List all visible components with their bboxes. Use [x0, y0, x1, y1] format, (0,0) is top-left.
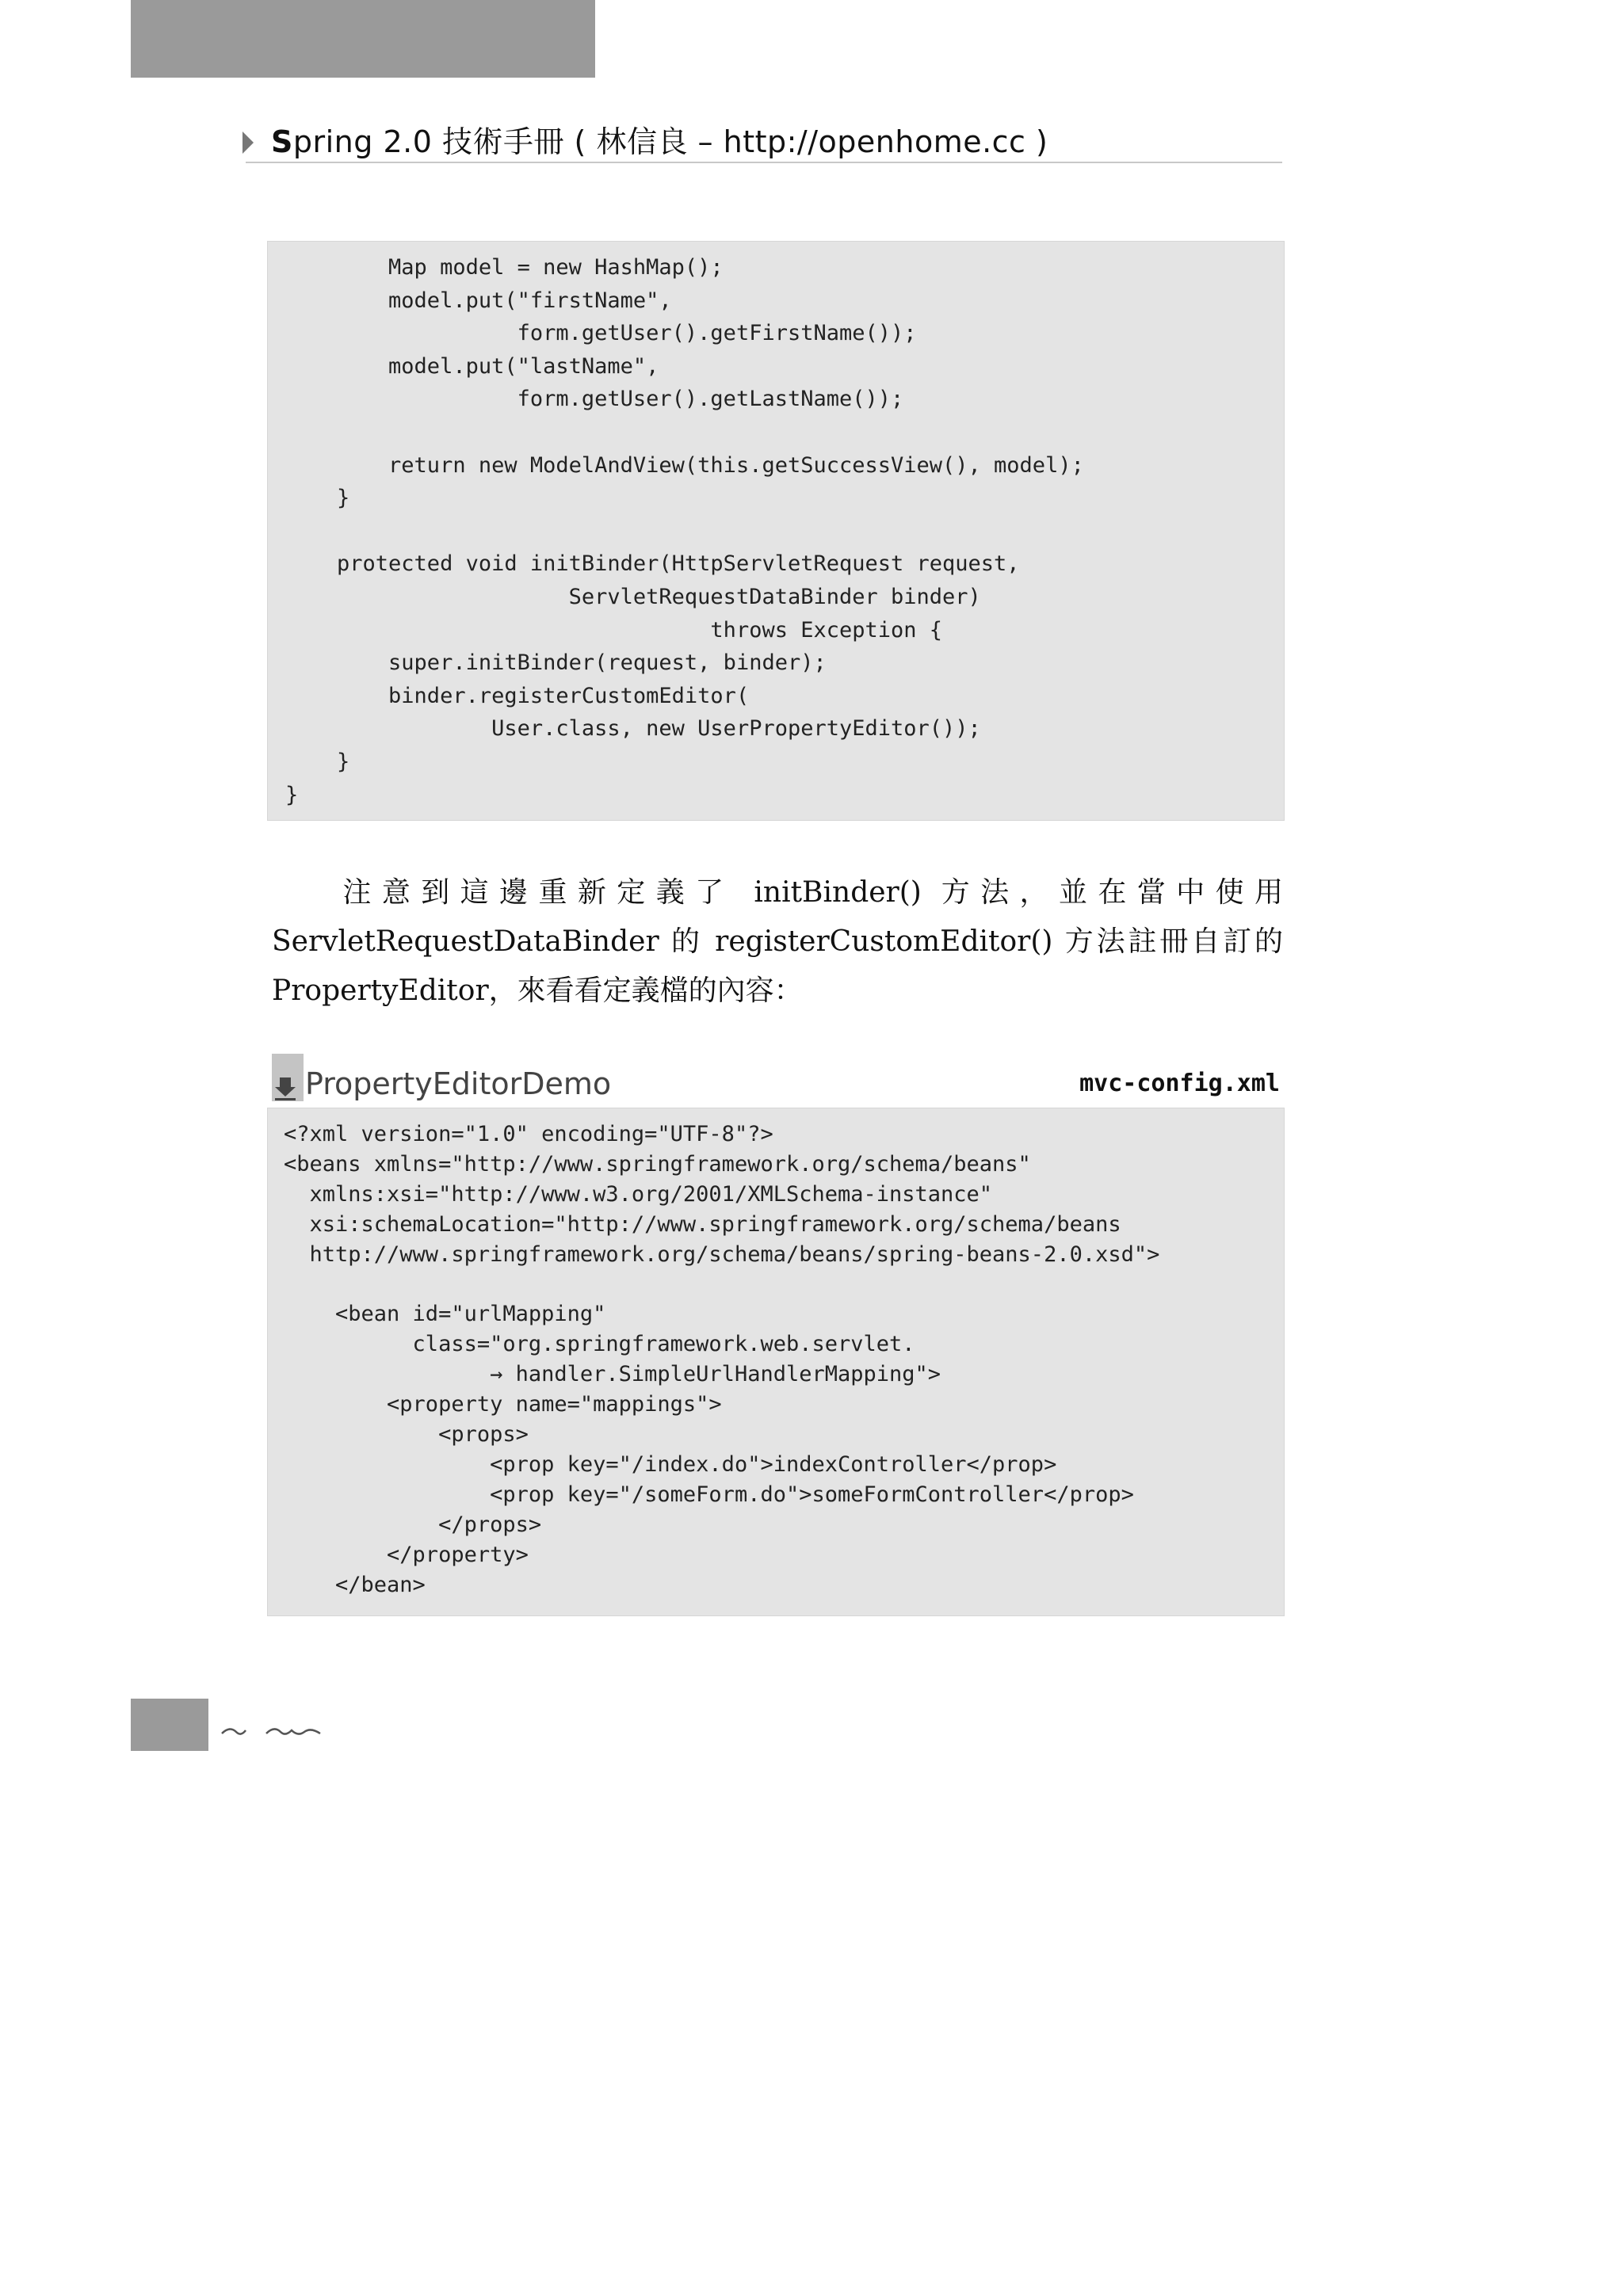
code-line: } — [285, 486, 350, 511]
code-line: http://www.springframework.org/schema/beans/spring-beans-2.0.xsd"> — [284, 1241, 1160, 1267]
top-page-tab — [131, 0, 595, 78]
code-line: binder.registerCustomEditor( — [285, 683, 750, 708]
code-line: <property name="mappings"> — [284, 1392, 722, 1417]
code-line: } — [285, 782, 299, 807]
paragraph-text: 注意到這邊重新定義了 initBinder() 方法，並在當中使用 ServletRequestDataBinder 的 registerCustomEditor() 方法註冊自訂的 PropertyEditor，來看看定義檔的內容： — [272, 876, 1283, 1007]
code-listing-xml — [284, 1119, 1159, 1600]
code-listing-java — [285, 251, 1084, 811]
code-line: </props> — [284, 1512, 542, 1537]
code-line: <?xml version="1.0" encoding="UTF-8"?> — [284, 1122, 773, 1146]
code-line: <beans xmlns="http://www.springframework.org/schema/beans" — [284, 1151, 1031, 1177]
code-line: super.initBinder(request, binder); — [285, 650, 827, 676]
code-line: xmlns:xsi="http://www.w3.org/2001/XMLSchema-instance" — [284, 1181, 993, 1207]
header-title — [271, 117, 1048, 161]
code-line: form.getUser().getLastName()); — [285, 387, 904, 412]
code-line: throws Exception { — [285, 617, 943, 643]
body-paragraph — [272, 868, 1283, 1016]
code-block-java — [267, 241, 1285, 821]
code-line: ServletRequestDataBinder binder) — [285, 584, 981, 609]
code-line: </property> — [284, 1542, 529, 1567]
project-name: PropertyEditorDemo — [305, 1066, 612, 1101]
listing-file-header — [267, 1047, 1283, 1110]
header-arrow-icon — [242, 132, 254, 154]
code-line: <props> — [284, 1422, 529, 1447]
page-number-tab — [131, 1699, 208, 1751]
code-line: model.put("lastName", — [285, 353, 659, 379]
code-line: </bean> — [284, 1572, 426, 1597]
code-line: <bean id="urlMapping" — [284, 1302, 606, 1327]
download-arrow-icon — [272, 1054, 304, 1101]
code-line: model.put("firstName", — [285, 288, 672, 313]
code-line: <prop key="/someForm.do">someFormController</prop> — [284, 1482, 1134, 1507]
code-line: class="org.springframework.web.servlet. — [284, 1332, 915, 1357]
file-name: mvc-config.xml — [1079, 1070, 1280, 1097]
code-line: protected void initBinder(HttpServletRequest request, — [285, 551, 1020, 577]
header-title-text: pring 2.0 技術手冊 ( 林信良 – http://openhome.cc ) — [292, 124, 1048, 159]
code-line: Map model = new HashMap(); — [285, 255, 724, 280]
running-header — [246, 117, 1282, 163]
code-line: User.class, new UserPropertyEditor()); — [285, 716, 981, 742]
code-line: <prop key="/index.do">indexController</prop> — [284, 1451, 1057, 1477]
code-line: return new ModelAndView(this.getSuccessView(), model); — [285, 452, 1084, 478]
code-line: → handler.SimpleUrlHandlerMapping"> — [284, 1362, 941, 1387]
code-line: form.getUser().getFirstName()); — [285, 321, 917, 346]
page-number-glyphs — [219, 1716, 330, 1748]
code-line: } — [285, 749, 350, 774]
header-initial: S — [271, 124, 293, 159]
code-block-xml — [267, 1108, 1285, 1616]
code-line: xsi:schemaLocation="http://www.springframework.org/schema/beans — [284, 1211, 1121, 1237]
